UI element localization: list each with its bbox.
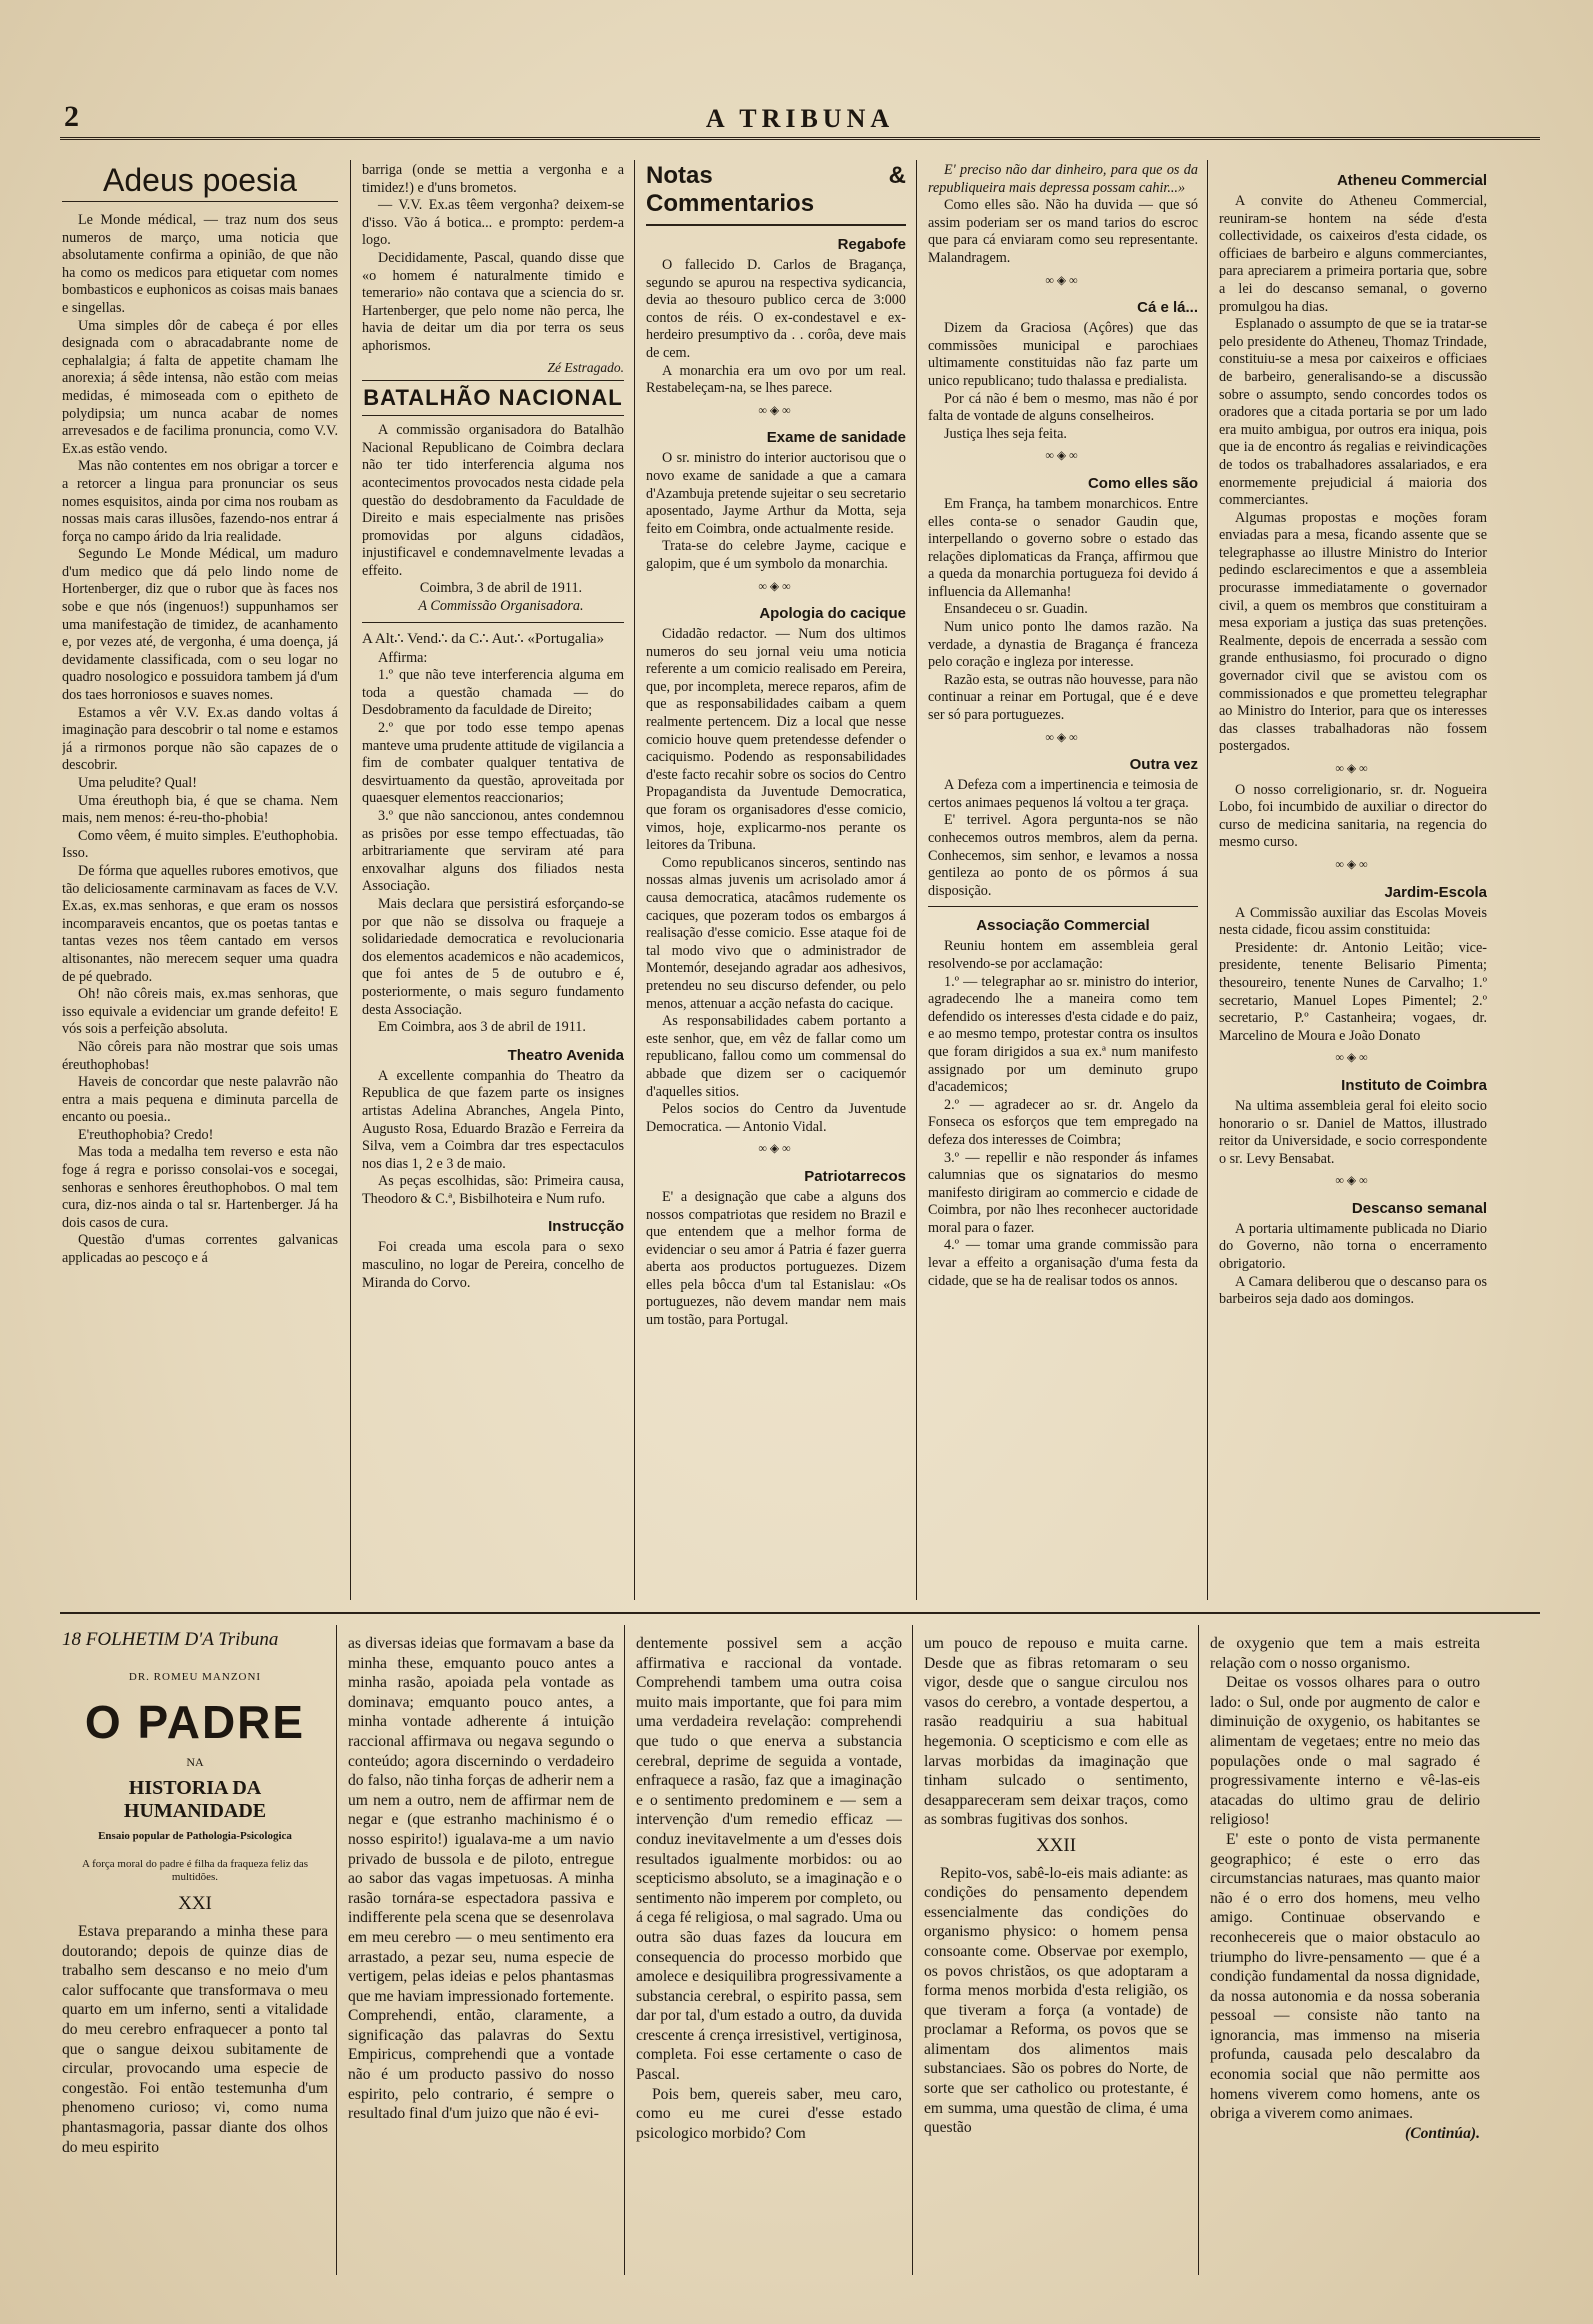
- ornament-divider: ∞◈∞: [1335, 856, 1371, 871]
- folhetim-title: O PADRE: [84, 1696, 306, 1749]
- paragraph: Reuniu hontem em assembleia geral resolvendo-se por acclamação:: [928, 938, 1198, 972]
- paragraph: A commissão organisadora do Batalhão Nacional Republicano de Coimbra declara não ter tido interferencia alguma nos acontecimentos provocados nesta cidade pela questão do desdobramento da Faculdade de Direito e mais especialmente nas prisões promovidas por alguns cidadãos, injustificavel e condemnavelmente levadas a effeito.: [362, 422, 624, 579]
- column-4: [928, 162, 1198, 1602]
- folhetim-separator: [60, 1612, 1540, 1614]
- paragraph: A excellente companhia do Theatro da Republica de que fazem parte os insignes artistas Adelina Abranches, Angela Pinto, Augusto Rosa, Eduardo Brazão e Ferreira da Silva, vem a Coimbra dar tres espectaculos nos dias 1, 2 e 3 de maio.: [362, 1067, 624, 1172]
- subhead-regabofe: Regabofe: [837, 236, 906, 253]
- paragraph: Decididamente, Pascal, quando disse que «o homem é naturalmente timido e temerario» não contava que a sciencia do sr. Hartenberger, que pelo nome não perca, lhe havia de deitar um dia por terra os seus aphorismos.: [362, 249, 624, 354]
- paragraph: Mas não contentes em nos obrigar a torcer e a retorcer a lingua para pronunciar os seus nomes esquisitos, ainda por cima nos roubam as nossas mais caras illusões, fazendo-nos entrar á força no campo árido da lria realidade.: [62, 458, 338, 545]
- paragraph: O nosso correligionario, sr. dr. Nogueira Lobo, foi incumbido de auxiliar o director do curso de medicina sanitaria, na regencia do mesmo curso.: [1219, 781, 1487, 851]
- signature: A Commissão Organisadora.: [418, 598, 584, 615]
- folhetim-column-3: [636, 1634, 902, 2280]
- ornament-divider: ∞◈∞: [758, 402, 794, 417]
- paragraph: Trata-se do celebre Jayme, cacique e galopim, que é um symbolo da monarchia.: [646, 538, 906, 572]
- paragraph: Uma éreuthoph bia, é que se chama. Nem mais, nem menos: é-reu-tho-phobia!: [62, 792, 338, 827]
- section-title-teatro: Theatro Avenida: [507, 1046, 624, 1064]
- paragraph: Como vêem, é muito simples. E'euthophobia. Isso.: [62, 827, 338, 862]
- chapter-number: XXII: [1035, 1834, 1077, 1856]
- paragraph: Affirma:: [378, 649, 428, 666]
- folhetim-label: 18 FOLHETIM D'A Tribuna: [62, 1630, 279, 1650]
- paragraph: Segundo Le Monde Médical, um maduro d'um medico que dá pelo lindo nome de Hortenberger, diz que o rubor que às faces nos sobe e que nós (ingenuos!) suppunhamos ser uma manifestação de timidez, de acanhamento e, por vezes até, de vergonha, é uma doença, já devidamente classificada, com o seu logar no quadro nosologico e possuidora tambem já d'um dos taes horroniosos e suaves nomes.: [62, 546, 338, 704]
- paragraph: as diversas ideias que formavam a base da minha these, emquanto pouco antes a minha rasão, apoiada pela vontade as dominava; emquanto pouco antes, a minha vontade adherente á intuição raccional affirmava ou negava segundo o conteúdo; agora discernindo o verdadeiro do falso, não tinha forças de adherir nem a um nem a outro, nem de affirmar nem de negar e (que estranho machinismo é o nosso espirito!) igualava-me a um navio privado de bussola e de piloto, entregue ao sabor das vagas impetuosas. A minha rasão tornára-se espectadora passiva e indifferente pela scena que se desenrolava em meu cerebro — o meu sentimento era arrastado, a pezar seu, numa especie de vertigem, pelas ideias e pelos phantasmas que me haviam impressionado fortemente. Comprehendi, então, claramente, a significação das palavras do Sextu Empiricus, comprehendi que a vontade não é um producto passivo do nosso espirito, pelo contrario, é sempre o resultado final d'um juizo que não é evi-: [348, 1635, 614, 2123]
- paragraph: Mas toda a medalha tem reverso e esta não foge á regra e porisso consolai-vos e socegai, senhoras e senhores êreuthophobos. O mal tem cura, diz-nos ainda o tal sr. Hartenberger. Já ha dois casos de cura.: [62, 1144, 338, 1231]
- paragraph: Questão d'umas correntes galvanicas applicadas ao pescoço e á: [62, 1232, 338, 1267]
- paragraph: E' este o ponto de vista permanente geographico; é este o erro das circumstancias naturaes, mas quanto maior não é o erro dos homens, meu velho amigo. Continuae observando e reconhecereis que o maior obstaculo ao triumpho do livre-pensamento — que é a condição fundamental da nossa dignidade, da nossa autonomia e da nossa soberania pessoal — consiste não tanto na ignorancia, mas immenso na miseria profunda, causada pelo descalabro da economia social que não permitte aos homens viverem como homens, ante os obriga a viverem como animaes.: [1210, 1830, 1480, 2123]
- folhetim-epigraph: A força moral do padre é filha da fraqueza feliz das multidões.: [82, 1858, 308, 1884]
- column-rule: [350, 160, 351, 1600]
- column-notas: [646, 162, 906, 1602]
- subhead-exame: Exame de sanidade: [766, 429, 906, 447]
- section-title-loja: A Alt∴ Vend∴ da C∴ Aut∴ «Portugalia»: [362, 630, 605, 647]
- masthead: [60, 100, 1540, 140]
- paragraph: Num unico ponto lhe damos razão. Na verdade, a dynastia de Bragança é franceza pelo coração e ingleza por interesse.: [928, 619, 1198, 671]
- column-rule: [1207, 160, 1208, 1600]
- paragraph: Algumas propostas e moções foram enviadas para a mesa, ficando assente que se telegraphasse ao illustre Ministro do Interior pedindo esclarecimentos e que a assembleia procurasse immediatamente o governador civil, a quem os membros que constituiram a mesa exporiam a justiça das suas pretenções. Realmente, depois de encerrada a sessão com grande enthusiasmo, foi procurado o digno governador civil que se avistou com os commissionados e que prometteu telegraphar ao Ministro do Interior, para que os interesses das classes trabalhadoras não fossem postergados.: [1219, 509, 1487, 755]
- folhetim-subtitle: HISTORIA DA HUMANIDADE: [123, 1776, 267, 1822]
- paragraph: Foi creada uma escola para o sexo masculino, no logar de Pereira, concelho de Miranda do Corvo.: [362, 1239, 624, 1291]
- paragraph: Deitae os vossos olhares para o outro lado: o Sul, onde por augmento de calor e diminuição de oxygenio, os habitantes se alimentam de vegetaes; entre no meio das populações onde o mal sagrado é progressivamente interno e vê-las-eis atacadas do ultimo grau de delirio religioso!: [1210, 1674, 1480, 1829]
- column-rule: [916, 160, 917, 1600]
- paragraph: Repito-vos, sabê-lo-eis mais adiante: as condições do pensamento dependem essencialmente das condições do organismo physico: o homem pensa consoante come. Observae por exemplo, os povos christãos, os que adoptaram a forma menos morbida d'esta religião, os que tiveram a força (a vontade) de proclamar a Reforma, os povos que se alimentam dos alimentos mais substanciaes. São os pobres do Norte, de sorte que ser catholico ou protestante, é em summa, uma questão de clima, é uma questão: [924, 1864, 1188, 2137]
- paragraph: De fórma que aquelles rubores emotivos, que tão deliciosamente carminavam as faces de V.V. Ex.as, ex.mas senhoras, e que eram os nossos incomparaveis encantos, que os poetas tantas e tantas vezes nos têem cantado em versos altisonantes, não merecem sequer uma quadra de pé quebrado.: [62, 862, 338, 985]
- paragraph: A monarchia era um ovo por um real. Restabeleçam-na, se lhes parece.: [646, 362, 906, 397]
- paragraph: Mais declara que persistirá esforçando-se por que não se dissolva ou fraqueje a solidariedade democratica e revolucionaria dos elementos academicos e não academicos, que foi antes de 5 de outubro e é, posteriormente, o mais seguro fundamento desta Associação.: [362, 895, 624, 1018]
- ornament-divider: ∞◈∞: [1045, 448, 1081, 463]
- paragraph: 3.º que não sanccionou, antes condemnou as prisões por esse tempo effectuadas, tão arbitrariamente que serviram até para enxovalhar alguns dos filiados nesta Associação.: [362, 808, 624, 895]
- paragraph: 2.º — agradecer ao sr. dr. Angelo da Fonseca os esforços que tem empregado na defeza dos interesses de Coimbra;: [928, 1096, 1198, 1148]
- paragraph: 4.º — tomar uma grande commissão para levar a effeito a organisação d'uma festa da cidade, que se ha de realisar todos os annos.: [928, 1237, 1198, 1289]
- folhetim-column-1: [62, 1630, 328, 2280]
- folhetim-column-4: [924, 1634, 1188, 2280]
- subhead-patriot: Patriotarrecos: [804, 1167, 906, 1185]
- paragraph: Não côreis para não mostrar que sois umas éreuthophobas!: [62, 1038, 338, 1073]
- paragraph: Uma peludite? Qual!: [78, 775, 197, 791]
- paragraph: O fallecido D. Carlos de Bragança, segundo se apurou na respectiva sydicancia, devia ao thesouro publico cerca de 3:000 contos de réis. O ex-condestavel e ex-herdeiro presumptivo da . . corôa, deve mais de cem.: [646, 257, 906, 361]
- subhead-outra: Outra vez: [1129, 756, 1198, 774]
- paragraph: Presidente: dr. Antonio Leitão; vice-presidente, tenente Belisario Pimenta; thesoureiro, tenente Nunes de Carvalho; 1.º secretario, Manuel Lopes Pimentel; 2.º secretario, P.º Castanheira; vogaes, dr. Marcelino de Moura e João Donato: [1219, 939, 1487, 1044]
- paragraph: Como republicanos sinceros, sentindo nas nossas almas juvenis um acrisolado amor á causa democratica, atacâmos rudemente os caciques, que pozeram todos os embargos á realisação d'esse comicio. Esse ataque foi de tal modo vivo que o administrador de Montemór, desejando agradar aos adhesivos, pretendeu no seu discurso defender, ou pelo menos, attenuar a acção nefasta do cacique.: [646, 854, 906, 1012]
- column-5: [1219, 162, 1487, 1602]
- paragraph: Oh! não côreis mais, ex.mas senhoras, que isso equivale a evidenciar um grande defeito! E vós sois a perfeição absoluta.: [62, 986, 338, 1038]
- subhead-cala: Cá e lá...: [1137, 299, 1198, 317]
- folhetim-author: DR. ROMEU MANZONI: [128, 1670, 262, 1683]
- paragraph: O sr. ministro do interior auctorisou que o novo exame de sanidade a que a camara d'Azambuja pretende sujeitar o seu secretario aposentado, Jayme Arthur da Motta, seja feito em Coimbra, onde actualmente reside.: [646, 450, 906, 537]
- ornament-divider: ∞◈∞: [758, 1141, 794, 1156]
- paragraph: Estamos a vêr V.V. Ex.as dando voltas á imaginação para descobrir o tal nome e estamos já a rirmonos porque não são capazes de o descobrir.: [62, 704, 338, 774]
- paragraph: 3.º — repellir e não responder ás infames calumnias que os signatarios do mesmo manifesto dirigiram ao commercio e cidade de Coimbra, por não lhes reconhecer auctoridade moral para o fazer.: [928, 1149, 1198, 1236]
- paragraph: Em França, ha tambem monarchicos. Entre elles conta-se o senador Gaudin que, interpellando o governo sobre o estado das relações diplomaticas da França, affirmou que a queda da monarchia portugueza foi devido á influencia da Allemanha!: [928, 495, 1198, 600]
- paragraph: Na ultima assembleia geral foi eleito socio honorario o sr. Daniel de Mattos, illustrado reitor da Universidade, e socio correspondente o sr. Levy Bensabat.: [1219, 1097, 1487, 1167]
- article-title: Adeus poesia: [62, 162, 338, 202]
- column-2: [362, 162, 624, 1602]
- dateline: Coimbra, 3 de abril de 1911.: [419, 580, 583, 597]
- section-title-notas: Notas & Commentarios: [646, 162, 906, 226]
- paragraph: As responsabilidades cabem portanto a este senhor, que, em vêz de fallar como um republicano, fallou como um commensal do abbade que dizem ser o caciquemór d'aquelles sitios.: [646, 1013, 906, 1100]
- paragraph: Haveis de concordar que neste palavrão não entra a mais pequena e diminuta parcella de encanto ou poesia..: [62, 1074, 338, 1126]
- paragraph: As peças escolhidas, são: Primeira causa, Theodoro & C.ª, Bisbilhoteira e Num rufo.: [362, 1173, 624, 1207]
- paragraph: Pelos socios do Centro da Juventude Democratica. — Antonio Vidal.: [646, 1101, 906, 1135]
- paragraph: Esplanado o assumpto de que se ia tratar-se pelo presidente do Atheneu, Thomaz Trindade, constituiu-se a mesa por caixeiros e officiaes de barbeiro, generalisando-se a discussão sobre o assumpto, sendo concordes todos os oradores que a citada portaria se por um lado era muito ambigua, por outros era iniqua, pois que ia de encontro ás regalias e reivindicações de todos os trabalhadores assalariados, e era enormemente prejudicial á maioria dos commerciantes.: [1219, 316, 1487, 509]
- signature: Zé Estragado.: [547, 359, 624, 375]
- paragraph: barriga (onde se mettia a vergonha e a timidez!) e d'uns brometos.: [362, 162, 624, 196]
- paragraph: E' preciso não dar dinheiro, para que os da republiqueira mais depressa possam cahir...»: [928, 162, 1198, 196]
- folhetim-column-2: [348, 1634, 614, 2280]
- paragraph: Estava preparando a minha these para doutorando; depois de quinze dias de trabalho sem descanso e no meio d'um calor suffocante que transformava o meu quarto em um inferno, senti a vitalidade do meu cerebro enfraquecer a ponto tal que o sangue deixou subitamente de circular, provocando uma especie de congestão. Foi então testemunha d'um phenomeno curioso; vi, como numa phantasmagoria, passar diante dos olhos do meu espirito: [62, 1922, 328, 2156]
- column-adeus-poesia: [62, 162, 338, 1602]
- subhead-jardim: Jardim-Escola: [1384, 883, 1487, 901]
- paragraph: E' a designação que cabe a alguns dos nossos compatriotas que residem no Brazil e que entendem que a melhor forma de evidenciar o seu amor á Patria é fazer guerra aberta aos productos portuguezes. Dizem elles pela bôcca d'um tal Estanislau: «Os portuguezes, não devem mandar nem mais um tostão, para Portugal.: [646, 1188, 906, 1329]
- section-title-batalhao: BATALHÃO NACIONAL: [362, 380, 624, 416]
- subhead-apologia: Apologia do cacique: [759, 605, 906, 623]
- section-title-instrucao: Instrucção: [548, 1218, 624, 1236]
- paragraph: Pois bem, quereis saber, meu caro, como eu me curei d'esse estado psicologico morbido? Com: [636, 2085, 902, 2142]
- subhead-descanso: Descanso semanal: [1351, 1199, 1487, 1217]
- paragraph: dentemente possivel sem a acção affirmativa e raccional da vontade. Comprehendi tambem uma outra coisa muito mais importante, que foi para mim uma verdadeira revelação: comprehendi que tudo o que enerva a substancia cerebral, deprime de seguida a vontade, enfraquece a rasão, faz que a imaginação e o sentimento predominem e — sem a intervenção d'um remedio efficaz — conduz inevitavelmente a um d'esses dois resultados igualmente morbidos: ou ao scepticismo absoluto, se a imaginação e o sentimento não imperem por completo, ou á cega fé religiosa, o mal sagrado. Uma ou outra são duas fazes da loucura em consequencia do processo morbido que amolece e desiquilibra progressivamente a substancia cerebral, o espirito passa, sem dar por tal, d'um estado a outro, da duvida crescente á crença irresistivel, vertiginosa, completa. Foi esse certamente o caso de Pascal.: [636, 1635, 902, 2084]
- divider: [362, 622, 624, 623]
- newspaper-title: A TRIBUNA: [705, 104, 895, 133]
- subhead-assoc: Associação Commercial: [976, 917, 1150, 935]
- chapter-number: XXI: [178, 1893, 212, 1915]
- folhetim-na: NA: [186, 1755, 204, 1770]
- paragraph: Por cá não é bem o mesmo, mas não é por falta de vontade de alguns conselheiros.: [928, 390, 1198, 425]
- paragraph: 1.º que não teve interferencia alguma em toda a questão chamada — do Desdobramento da faculdade de Direito;: [362, 667, 624, 719]
- paragraph: Uma simples dôr de cabeça é por elles designada com o abracadabrante nome de cephalalgia; á falta de appetite chamam lhe anorexia; á sêde intensa, não estão com meias medidas, é mimoseada com o epitheto de polydipsia; um nunca acabar de nomes arrevesados e de facilima pronuncia, como V.V. Ex.as estão vendo.: [62, 317, 338, 457]
- ornament-divider: ∞◈∞: [1335, 1050, 1371, 1065]
- column-rule: [1198, 1625, 1199, 2275]
- paragraph: Justiça lhes seja feita.: [944, 425, 1067, 442]
- paragraph: de oxygenio que tem a mais estreita relação com o nosso organismo.: [1210, 1635, 1480, 1672]
- ornament-divider: ∞◈∞: [1335, 761, 1371, 775]
- column-rule: [634, 160, 635, 1600]
- paragraph: A portaria ultimamente publicada no Diario do Governo, não torna o encerramento obrigatorio.: [1219, 1220, 1487, 1273]
- paragraph: A Defeza com a impertinencia e teimosia de certos animaes pequenos lá voltou a ter graça.: [928, 777, 1198, 811]
- subhead-atheneu: Atheneu Commercial: [1336, 172, 1487, 189]
- page-number: 2: [64, 100, 79, 133]
- paragraph: Le Monde médical, — traz num dos seus numeros de março, uma noticia que absolutamente confirma a opinião, de que não ha como os medicos para etiquetar com nomes bombasticos e euphonicos as coisas mais banaes e singellas.: [62, 212, 338, 316]
- paragraph: Razão esta, se outras não houvesse, para não continuar a reinar em Portugal, que é e deve ser só para portuguezes.: [928, 671, 1198, 724]
- paragraph: E'reuthophobia? Credo!: [78, 1126, 214, 1143]
- column-rule: [912, 1625, 913, 2275]
- ornament-divider: ∞◈∞: [758, 578, 794, 593]
- subhead-como: Como elles são: [1087, 474, 1198, 492]
- folhetim-column-5: [1210, 1634, 1480, 2280]
- folhetim-ensaio: Ensaio popular de Pathologia-Psicologica: [98, 1829, 292, 1842]
- paragraph: A Commissão auxiliar das Escolas Moveis nesta cidade, ficou assim constituida:: [1219, 904, 1487, 939]
- paragraph: — V.V. Ex.as têem vergonha? deixem-se d'isso. Vão á botica... e prompto: perdem-a logo.: [362, 197, 624, 249]
- paragraph: Dizem da Graciosa (Açôres) que das commissões municipal e parochiaes ultimamente constituidas não faz parte um unico republicano; tudo thalassa e predialista.: [928, 320, 1198, 389]
- paragraph: A convite do Atheneu Commercial, reuniram-se hontem na séde d'esta collectividade, os caixeiros d'esta cidade, os officiaes de barbeiro e alguns commerciantes, para apreciarem a primeira portaria que, sobre a lei do descanso semanal, o governo promulgou ha dias.: [1219, 193, 1487, 315]
- paragraph: um pouco de repouso e muita carne. Desde que as fibras retomaram o seu vigor, desde que o sangue circulou nos vasos do cerebro, a vontade despertou, a rasão readquiriu a sua habitual hegemonia. O scepticismo e com elle as larvas morbidas da imaginação que tinham sulcado o sentimento, desappareceram sem deixar traços, como as sombras fugitivas dos sonhos.: [924, 1635, 1188, 1829]
- divider: [928, 906, 1198, 907]
- paragraph: A Camara deliberou que o descanso para os barbeiros seja dado aos domingos.: [1219, 1273, 1487, 1308]
- paragraph: Ensandeceu o sr. Guadin.: [944, 601, 1088, 618]
- column-rule: [336, 1625, 337, 2275]
- paragraph: Cidadão redactor. — Num dos ultimos numeros do seu jornal veiu uma noticia referente a um comicio realisado em Pereira, que, por incompleta, merece reparos, afim de que as responsabilidades caibam a quem realmente pertencem. Diz a local que nesse comicio houve quem pretendesse defender o caciquismo. Podendo as responsabilidades d'este facto recahir sobre os socios do Centro Propagandista da Juventude Democratica, que foram os organisadores d'esse comicio, vimos, hoje, explicarmo-nos perante os leitores da Tribuna.: [646, 626, 906, 854]
- paragraph: 2.º que por todo esse tempo apenas manteve uma prudente attitude de vigilancia a fim de combater qualquer tentativa de desvirtuamento da questão, aproveitada por quaesquer elementos reaccionarios;: [362, 720, 624, 807]
- continua-label: (Continúa).: [1405, 2124, 1480, 2142]
- paragraph: E' terrivel. Agora pergunta-nos se não conhecemos outros membros, alem da perna. Conhecemos, sim senhor, e levamos a nossa gentileza ao ponto de os pôrmos á sua disposição.: [928, 812, 1198, 899]
- subhead-instituto: Instituto de Coimbra: [1341, 1076, 1487, 1094]
- ornament-divider: ∞◈∞: [1335, 1173, 1371, 1188]
- paragraph: 1.º — telegraphar ao sr. ministro do interior, agradecendo lhe a maneira como tem defendido os interesses d'esta cidade e do paiz, e ao mesmo tempo, protestar contra os insultos que foram dirigidos a sua ex.ª num manifesto assignado por um deminuto grupo d'academicos;: [928, 973, 1198, 1096]
- paragraph: Como elles são. Não ha duvida — que só assim poderiam ser os mand tarios do escroc que para cá enviaram como seu representante. Malandragem.: [928, 197, 1198, 266]
- ornament-divider: ∞◈∞: [1045, 729, 1081, 744]
- column-rule: [624, 1625, 625, 2275]
- paragraph: Em Coimbra, aos 3 de abril de 1911.: [378, 1019, 586, 1036]
- ornament-divider: ∞◈∞: [1045, 272, 1081, 287]
